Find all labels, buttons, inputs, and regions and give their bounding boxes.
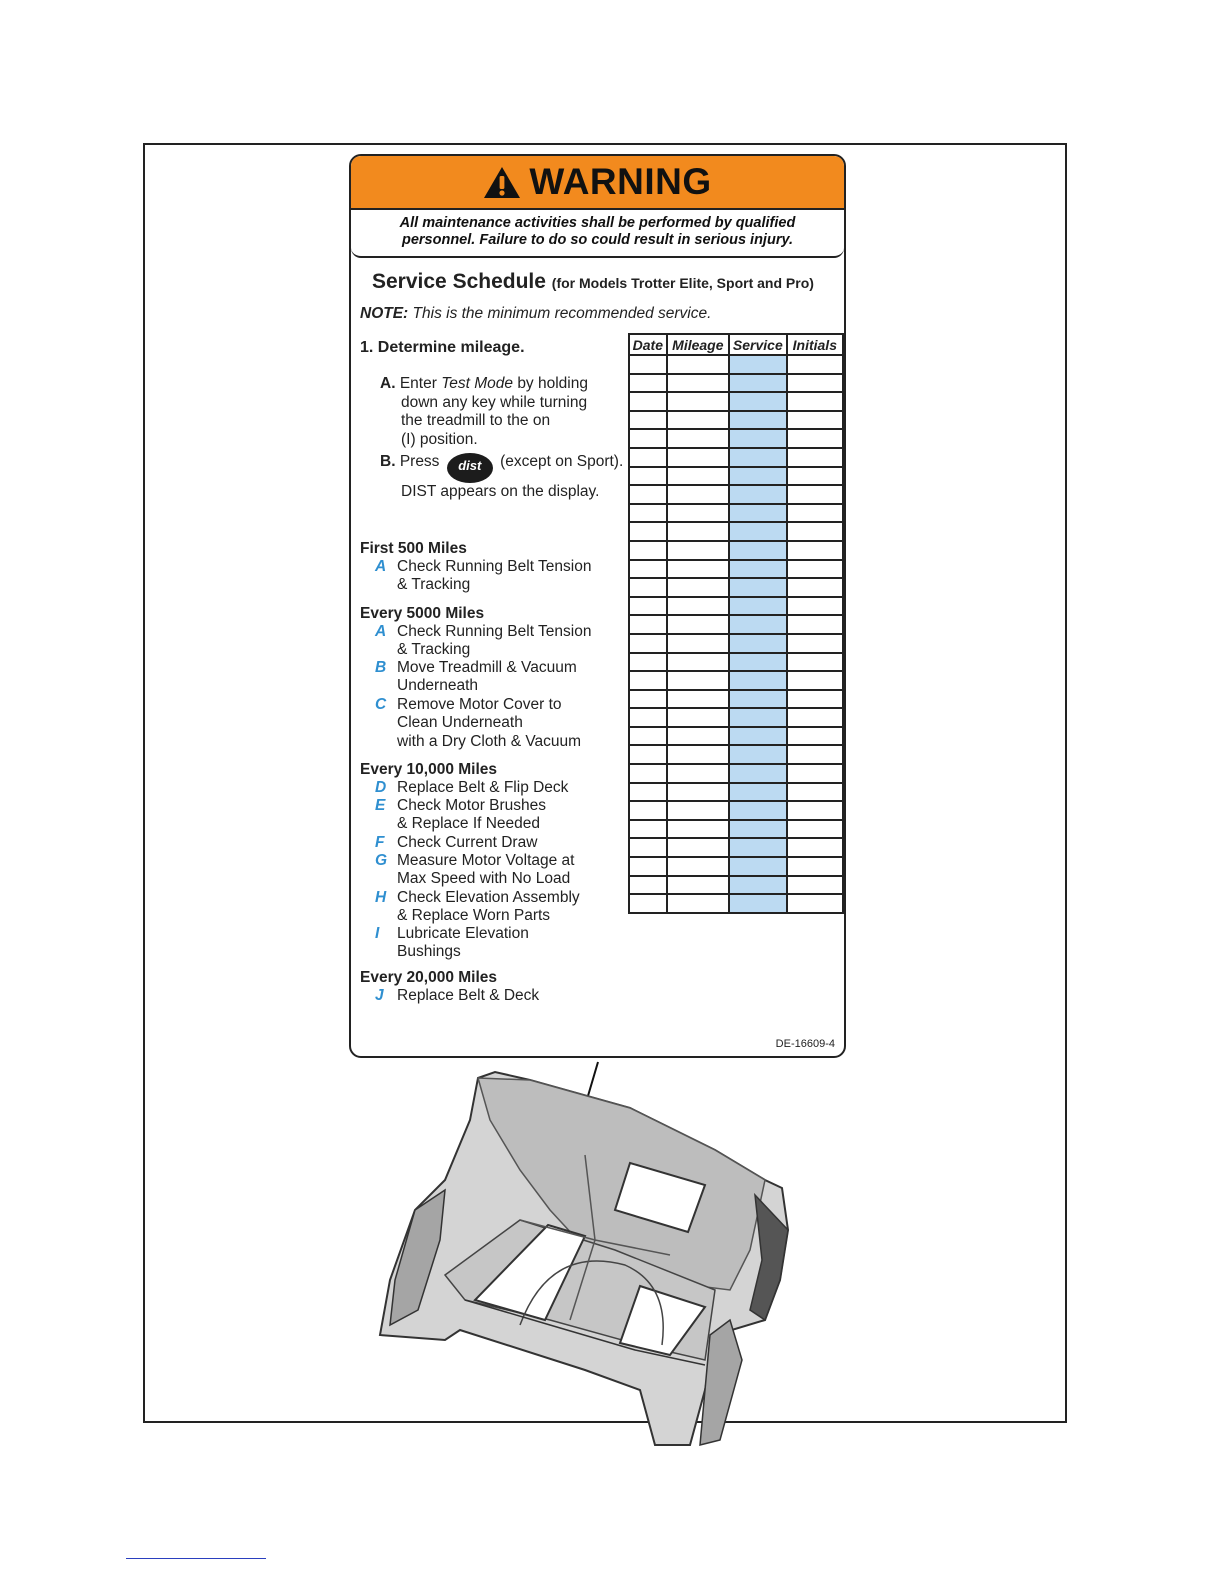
section-every-20000: Every 20,000 Miles — [360, 969, 498, 986]
step-a-text: by holding — [517, 375, 588, 392]
test-mode-term: Test Mode — [441, 375, 513, 392]
column-header-date: Date — [629, 334, 667, 355]
task-text: Move Treadmill & Vacuum — [397, 659, 577, 676]
step-b-text: DIST appears on the display. — [401, 483, 600, 500]
dist-button-icon: dist — [447, 453, 493, 483]
task-text: Check Running Belt Tension — [397, 623, 592, 640]
step-determine-mileage: 1. Determine mileage. — [360, 339, 525, 356]
task-text: Replace Belt & Flip Deck — [397, 779, 569, 796]
section-first-500: First 500 Miles — [360, 540, 467, 557]
column-header-service: Service — [729, 334, 787, 355]
task-letter: E — [375, 797, 386, 814]
task-text: Bushings — [397, 943, 461, 961]
schedule-subtitle: (for Models Trotter Elite, Sport and Pro) — [551, 275, 814, 291]
step-b-text: Press — [399, 453, 440, 470]
warning-title: WARNING — [529, 161, 712, 202]
task-text: Replace Belt & Deck — [397, 987, 540, 1004]
task-letter: B — [375, 659, 387, 676]
task-text: Check Motor Brushes — [397, 797, 547, 814]
task-letter: D — [375, 779, 387, 796]
task-text: Underneath — [397, 677, 479, 695]
step-b-text: (except on Sport). — [500, 453, 624, 470]
step-a-label: A. — [380, 375, 396, 392]
task-text: & Tracking — [397, 576, 471, 594]
step-a-text: Enter — [399, 375, 437, 392]
task-text: Check Running Belt Tension — [397, 558, 592, 575]
column-header-mileage: Mileage — [667, 334, 729, 355]
task-text: Max Speed with No Load — [397, 870, 571, 888]
motor-cover-illustration — [370, 1060, 810, 1455]
task-text: with a Dry Cloth & Vacuum — [397, 732, 582, 750]
section-every-5000: Every 5000 Miles — [360, 605, 485, 622]
task-text: Clean Underneath — [397, 714, 523, 732]
note-label: NOTE: — [360, 305, 409, 322]
task-letter: F — [375, 834, 385, 851]
section-every-10000: Every 10,000 Miles — [360, 761, 498, 778]
task-letter: A — [375, 558, 387, 575]
task-text: Remove Motor Cover to — [397, 696, 562, 713]
step-a-text: (I) position. — [401, 430, 478, 448]
step-b-label: B. — [380, 453, 396, 470]
task-letter: G — [375, 852, 388, 869]
warning-message-line: All maintenance activities shall be performed by qualified — [399, 215, 796, 231]
task-letter: A — [375, 623, 387, 640]
step-a-text: down any key while turning — [401, 393, 588, 411]
task-text: Measure Motor Voltage at — [397, 852, 575, 869]
task-letter: C — [375, 696, 387, 713]
task-text: Lubricate Elevation — [397, 925, 529, 942]
task-text: & Replace Worn Parts — [397, 907, 551, 925]
task-text: & Replace If Needed — [397, 815, 541, 833]
task-letter: H — [375, 889, 387, 906]
part-code: DE-16609-4 — [775, 1038, 835, 1050]
task-text: & Tracking — [397, 641, 471, 659]
task-letter: J — [375, 987, 384, 1004]
column-header-initials: Initials — [787, 334, 843, 355]
footer-rule — [126, 1558, 266, 1559]
warning-message-line: personnel. Failure to do so could result in serious injury. — [401, 232, 794, 248]
note-text: This is the minimum recommended service. — [412, 305, 712, 322]
task-letter: I — [375, 925, 380, 942]
step-a-text: the treadmill to the on — [401, 412, 551, 429]
task-text: Check Current Draw — [397, 834, 538, 851]
schedule-title-text: Service Schedule — [372, 270, 546, 293]
task-text: Check Elevation Assembly — [397, 889, 580, 906]
